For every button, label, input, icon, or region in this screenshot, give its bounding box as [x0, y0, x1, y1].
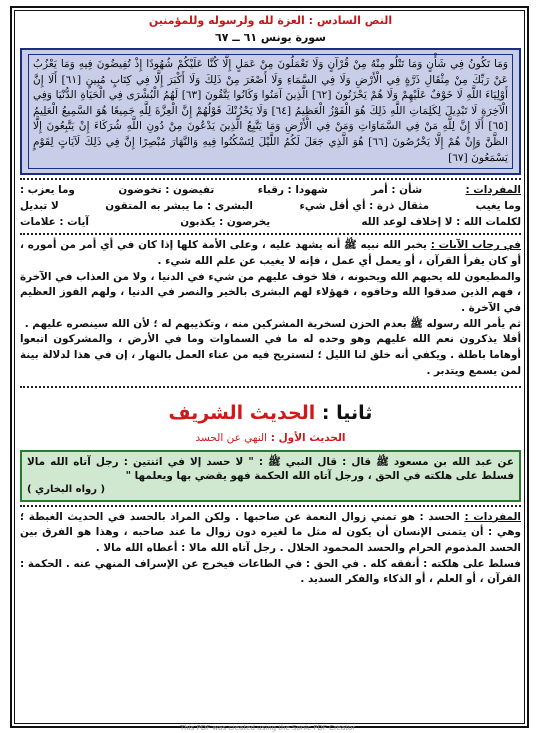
themes-paragraph [20, 238, 521, 269]
themes-paragraph: ثم يأمر الله رسوله ﷺ بعدم الحزن لسخرية المشركين منه ، وتكذيبهم له ؛ لأن الله سينصره عليهم . [24, 317, 521, 330]
dotted-divider [20, 233, 521, 235]
vocabulary-row [20, 199, 521, 215]
hadith-vocabulary-paragraph [20, 510, 521, 557]
hadith-vocabulary-label: المفردات : [464, 510, 521, 523]
vocabulary-term: شهودا : رقباء [257, 184, 328, 197]
themes-label: في رحاب الآيات : [430, 239, 521, 252]
vocabulary-term: يخرصون : يكذبون [180, 215, 271, 228]
dotted-divider [20, 178, 521, 180]
section-title [20, 402, 521, 424]
lesson-title: النص السادس : العزة لله ولرسوله وللمؤمنين [148, 14, 393, 27]
vocabulary-term: البشرى : ما يبشر به المتقون [105, 199, 253, 212]
vocabulary-term: لكلمات الله : لا إخلاف لوعد الله [361, 215, 521, 228]
quran-verses-text: وَمَا تَكُونُ فِي شَأْنٍ وَمَا تَتْلُو مِنْهُ مِنْ قُرْآنٍ وَلَا تَعْمَلُونَ مِنْ عَمَلٍ إِلَّا كُنَّا عَلَيْكُمْ شُهُودًا إِذْ تُفِيضُونَ فِيهِ وَمَا يَعْزُبُ عَنْ رَبِّكَ مِنْ مِثْقَالِ ذَرَّةٍ فِي الْأَرْضِ وَلَا فِي السَّمَاءِ وَلَا أَصْغَرَ مِنْ ذَلِكَ وَلَا أَكْبَرَ إِلَّا فِي كِتَابٍ مُبِينٍ [٦١] أَلَا إِنَّ أَوْلِيَاءَ اللَّهِ لَا خَوْفٌ عَلَيْهِمْ وَلَا هُمْ يَحْزَنُونَ [٦٢] الَّذِينَ آمَنُوا وَكَانُوا يَتَّقُونَ [٦٣] لَهُمُ الْبُشْرَى فِي الْحَيَاةِ الدُّنْيَا وَفِي الْآخِرَةِ لَا تَبْدِيلَ لِكَلِمَاتِ اللَّهِ ذَلِكَ هُوَ الْفَوْزُ الْعَظِيمُ [٦٤] وَلَا يَحْزُنْكَ قَوْلُهُمْ إِنَّ الْعِزَّةَ لِلَّهِ جَمِيعًا هُوَ السَّمِيعُ الْعَلِيمُ [٦٥] أَلَا إِنَّ لِلَّهِ مَنْ فِي السَّمَاوَاتِ وَمَنْ فِي الْأَرْضِ وَمَا يَتَّبِعُ الَّذِينَ يَدْعُونَ مِنْ دُونِ اللَّهِ شُرَكَاءَ إِنْ يَتَّبِعُونَ إِلَّا الظَّنَّ وَإِنْ هُمْ إِلَّا يَخْرُصُونَ [٦٦] هُوَ الَّذِي جَعَلَ لَكُمُ اللَّيْلَ لِتَسْكُنُوا فِيهِ وَالنَّهَارَ مُبْصِرًا إِنَّ فِي ذَلِكَ لَآيَاتٍ لِقَوْمٍ يَسْمَعُونَ [٦٧] [28, 54, 513, 169]
vocabulary-term: تفيضون : تخوضون [118, 184, 215, 197]
themes-text: يخبر الله نبيه ﷺ أنه يشهد عليه ، وعلى الأمة كلها إذا كان في أي أمر من أموره ، أو كان يقرأ القرآن ، أو يعمل أي عمل ، فإنه لا يغيب عن علم الله شيء . [20, 239, 521, 267]
dotted-divider [20, 386, 521, 388]
hadith-subject: النهي عن الحسد [195, 431, 268, 444]
themes-paragraph: والمطيعون لله يحبهم الله ويحبونه ، فلا خوف عليهم من شيء في الدنيا ، ولا من العذاب في الآخرة ، فهم الذين صدقوا الله وخافوه ، فهؤلاء لهم البشرى بالخير والنصر في الدنيا ، ولهم الفوز العظيم في الآخرة . [20, 270, 521, 315]
vocabulary-term: شأن : أمر [371, 184, 423, 197]
hadith-text: عن عبد الله بن مسعود ﷺ قال : قال النبي ﷺ : " لا حسد إلا في اثنتين : رجل آتاه الله مالا فسلط على هلكته في الحق ، ورجل آتاه الله الحكمة فهو يقضي بها ويعلمها " [27, 455, 514, 482]
vocabulary-row [20, 215, 521, 231]
vocabulary-row [20, 183, 521, 199]
dotted-divider [20, 505, 521, 507]
vocabulary-term: مثقال ذرة : أي أقل شيء [299, 199, 430, 212]
hadith-heading [20, 432, 521, 444]
hadith-number: الحديث الأول : [270, 431, 346, 444]
vocabulary-label: المفردات : [465, 184, 521, 197]
hadith-box [20, 450, 521, 502]
vocabulary-term: آيات : علامات [20, 215, 89, 228]
quran-verses-box [20, 48, 521, 175]
hadith-vocabulary-text: الحسد : هو تمني زوال النعمة عن صاحبها . ولكن المراد بالحسد في الحديث الغبطة ؛ وهي : أن يتمنى الإنسان أن يكون له مثل ما لغيره دون زوال ما عند صاحبه ، وهذا هو الفرق بين الحسد المذموم الحرام والحسد المحمود الحلال . رجل آتاه الله مالا : أعطاه الله مالا . [20, 510, 521, 554]
vocabulary-term: وما يغيب [475, 199, 521, 212]
hadith-vocabulary-paragraph: فسلط على هلكته : أنفقه كله . في الحق : في الطاعات فيخرج عن الإسراف المنهي عنه . الحكمة : القرآن ، أو العلم ، أو الذكاء والفكر السديد . [20, 557, 521, 586]
themes-paragraph: أفلا يذكرون نعم الله عليهم وهو وحده له ما في السماوات وما في الأرض ، والمشركون اتبعوا أوهاما باطلة . ويكفي أنه خلق لنا الليل ؛ لنستريح فيه من عناء العمل بالنهار ، إن في هذا لدلالة بينة لمن يسمع ويتدبر . [20, 333, 521, 377]
section-number: ثانيا : [321, 401, 373, 424]
vocabulary-term: لا تبديل [20, 199, 59, 212]
vocabulary-section [20, 183, 521, 230]
page-content [20, 14, 521, 588]
footer-watermark: This PDF was created using the Sonic PDF Creator [180, 724, 356, 732]
section-name: الحديث الشريف [168, 401, 316, 424]
surah-reference: سورة يونس ٦١ ــ ٦٧ [215, 31, 326, 44]
hadith-source: ( رواه البخاري ) [27, 483, 106, 495]
vocabulary-term: وما يعزب : [20, 184, 75, 197]
